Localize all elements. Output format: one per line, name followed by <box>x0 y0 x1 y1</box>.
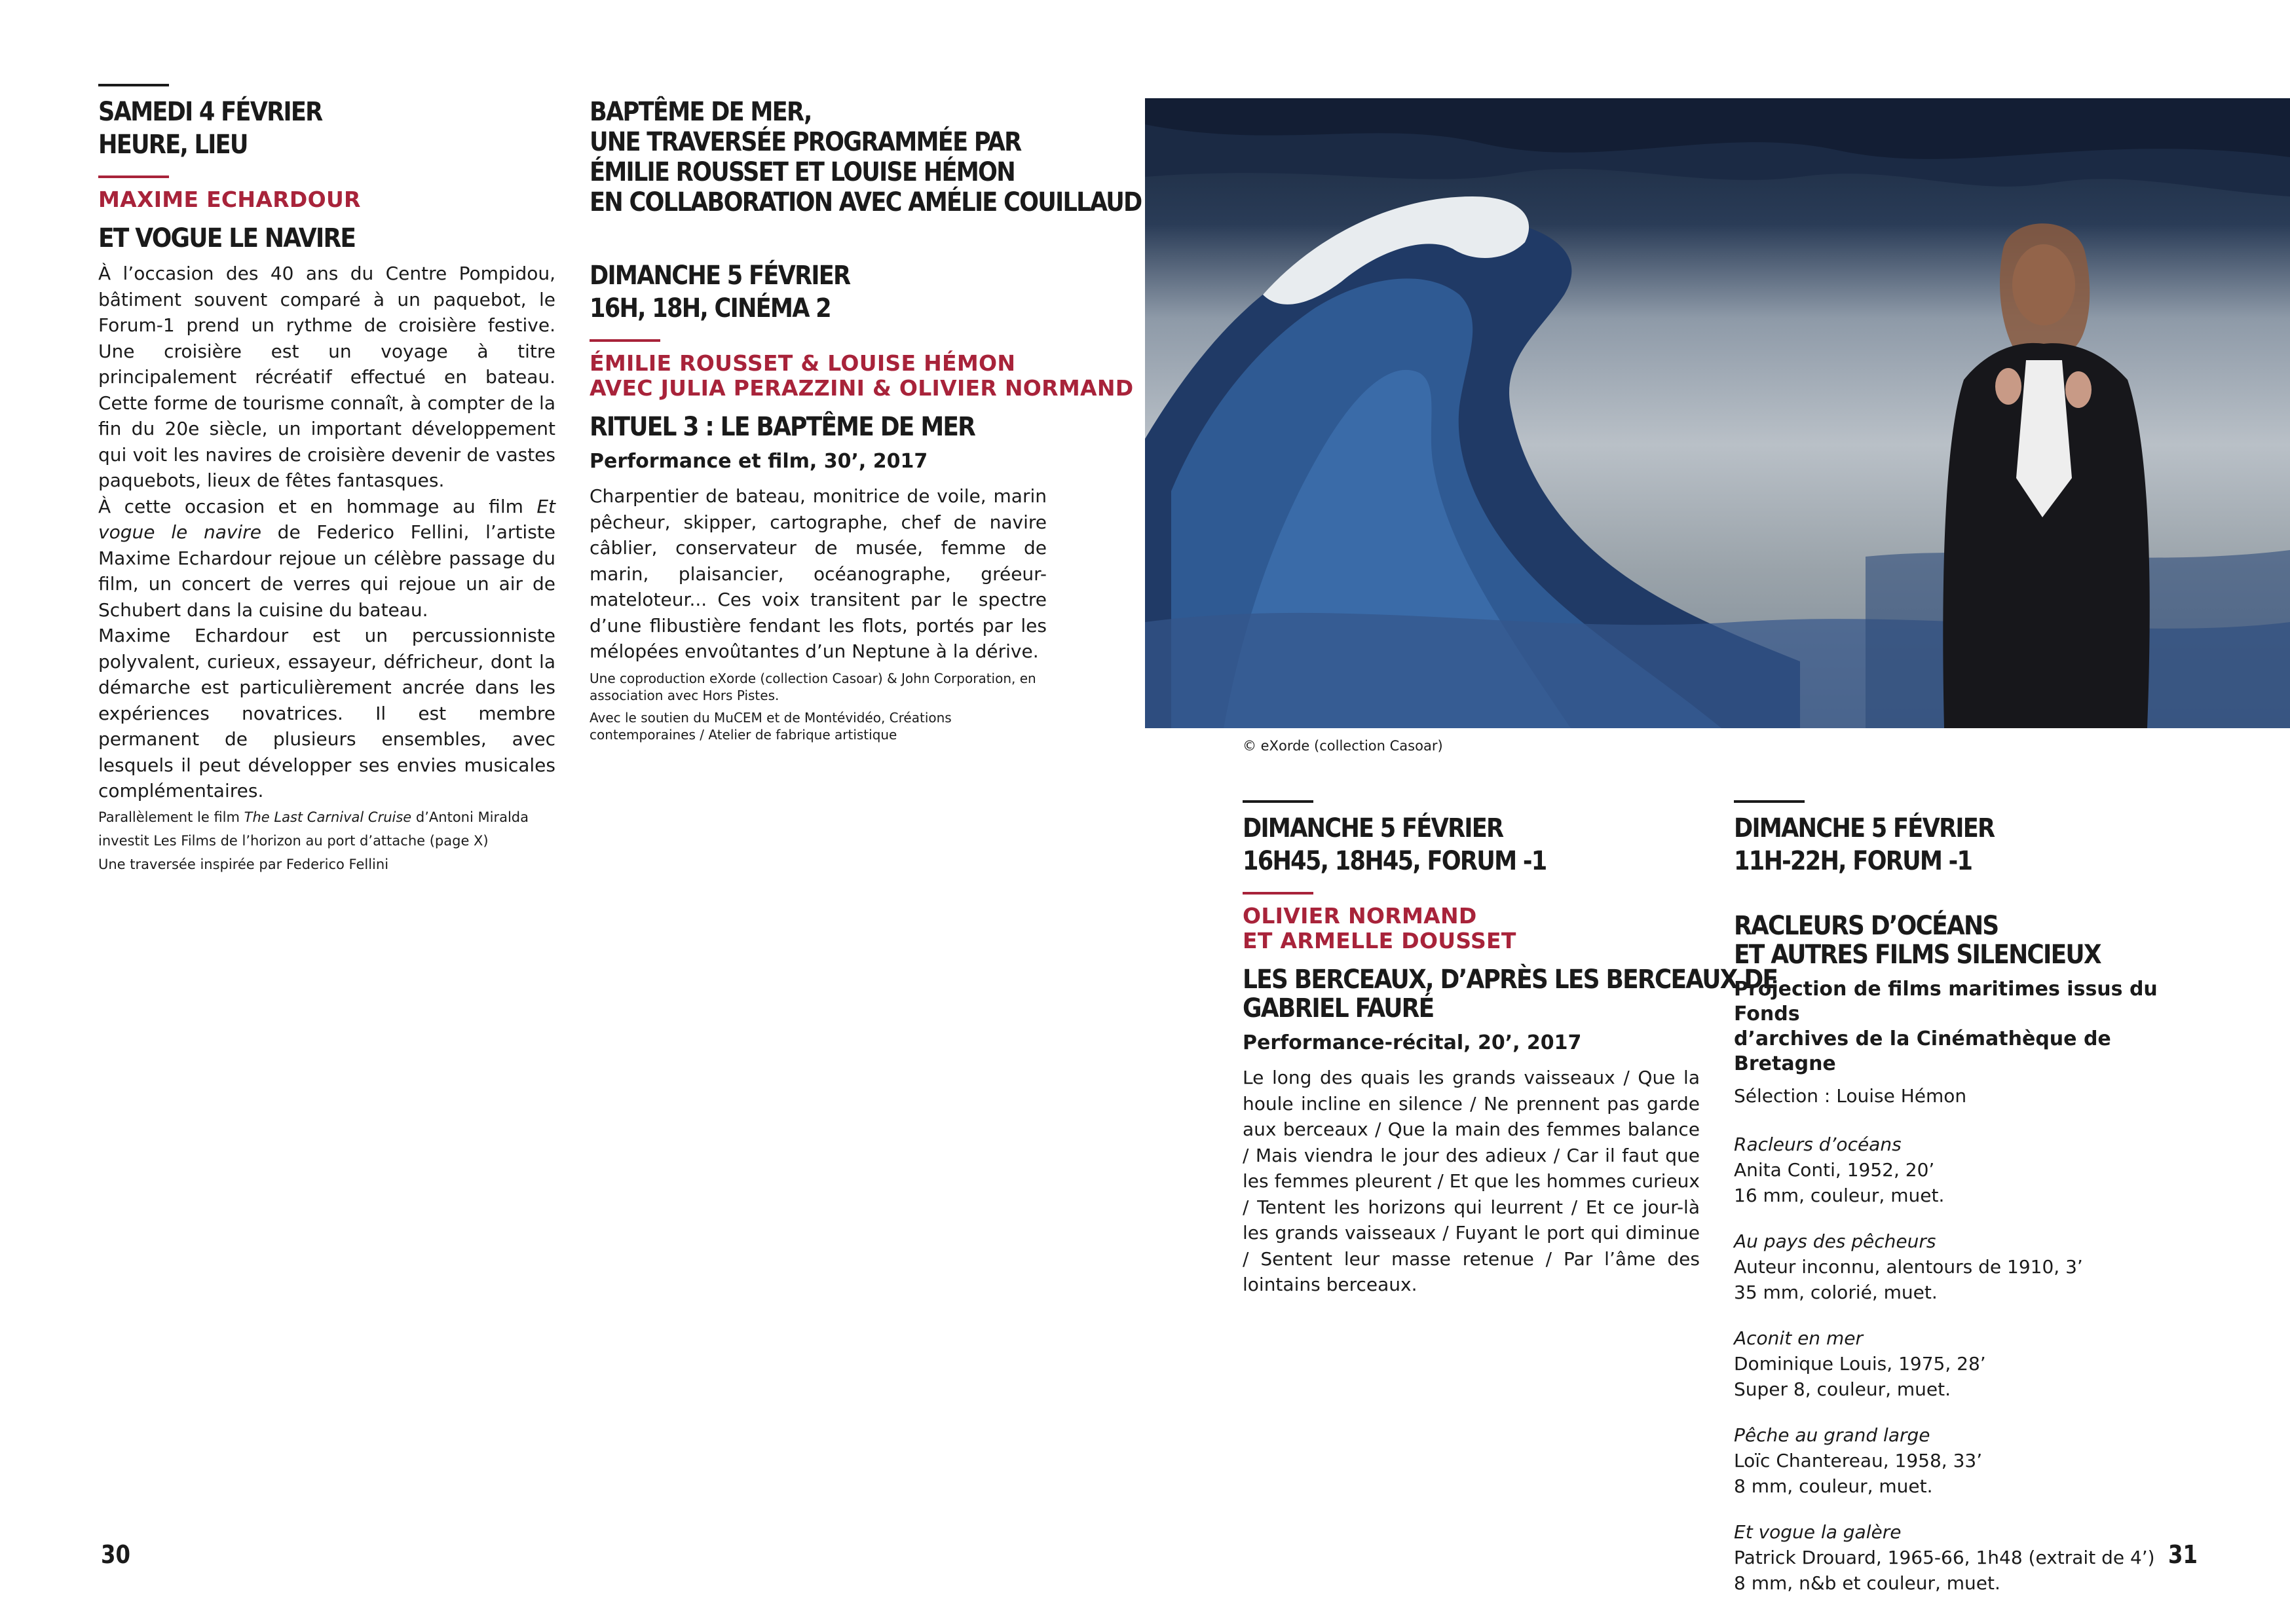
event-title: LES BERCEAUX, D’APRÈS LES BERCEAUX DE GABRIEL FAURÉ <box>1243 965 1778 1024</box>
event-description: Charpentier de bateau, monitrice de voile, marin pêcheur, skipper, cartographe, chef de navire câblier, conservateur de musée, femme de marin, plaisancier, océanographe, gréeur-mateloteur... Ces voix transitent par le spectre d’une flibustière fendant les flots, portés par les mélopées envoûtantes d’un Neptune à la dérive. <box>590 485 1047 662</box>
event-date: SAMEDI 4 FÉVRIER HEURE, LIEU <box>98 97 322 160</box>
list-item: Racleurs d’océans Anita Conti, 1952, 20’ 16 mm, couleur, muet. <box>1734 1134 1945 1206</box>
list-item: Au pays des pêcheurs Auteur inconnu, alentours de 1910, 3’ 35 mm, colorié, muet. <box>1734 1230 2083 1303</box>
selection-credit: Sélection : Louise Hémon <box>1734 1085 1967 1107</box>
photo-caption: © eXorde (collection Casoar) <box>1243 738 1443 754</box>
page-number-left: 30 <box>100 1540 130 1569</box>
list-item: Pêche au grand large Loïc Chantereau, 1958, 33’ 8 mm, couleur, muet. <box>1734 1424 1983 1497</box>
list-item: Et vogue la galère Patrick Drouard, 1965-66, 1h48 (extrait de 4’) 8 mm, n&b et couleur, muet. <box>1734 1521 2155 1594</box>
divider <box>1243 800 1313 803</box>
event-title: RITUEL 3 : LE BAPTÊME DE MER <box>590 412 975 442</box>
event-subtitle: Performance-récital, 20’, 2017 <box>1243 1031 1582 1054</box>
event-subtitle: Performance et film, 30’, 2017 <box>590 450 928 473</box>
artist-name: OLIVIER NORMAND ET ARMELLE DOUSSET <box>1243 903 1516 953</box>
column-three <box>1243 800 1778 1298</box>
divider <box>1734 800 1805 803</box>
performance-photo <box>1145 98 2290 728</box>
program-header: BAPTÊME DE MER, UNE TRAVERSÉE PROGRAMMÉE PAR ÉMILIE ROUSSET ET LOUISE HÉMON EN COLLABORATION AVEC AMÉLIE COUILLAUD <box>590 97 1142 217</box>
event-title: RACLEURS D’OCÉANS ET AUTRES FILMS SILENCIEUX <box>1734 911 2101 970</box>
event-credits: Une coproduction eXorde (collection Casoar) & John Corporation, en association avec Hors Pistes. Avec le soutien du MuCEM et de Montévidéo, Créations contemporaines / Atelier de fabrique artistique <box>590 670 1036 743</box>
artist-name: ÉMILIE ROUSSET & LOUISE HÉMON AVEC JULIA PERAZZINI & OLIVIER NORMAND <box>590 350 1134 401</box>
divider-red <box>1243 892 1313 895</box>
event-title: ET VOGUE LE NAVIRE <box>98 223 356 253</box>
list-item: Aconit en mer Dominique Louis, 1975, 28’ Super 8, couleur, muet. <box>1734 1327 1986 1400</box>
left-column <box>98 84 555 876</box>
divider <box>98 84 169 86</box>
divider-red <box>98 175 169 178</box>
event-date: DIMANCHE 5 FÉVRIER 11H-22H, FORUM -1 <box>1734 813 1995 876</box>
divider-red <box>590 339 660 342</box>
middle-column <box>590 97 1142 743</box>
event-description: À l’occasion des 40 ans du Centre Pompidou, bâtiment souvent comparé à un paquebot, le Forum-1 prend un rythme de croisière festive. Une croisière est un voyage à titre principalement récréatif effectué en bateau. Cette forme de tourisme connaît, à compter de la fin du 20e siècle, un important développement qui voit les navires de croisière devenir de vastes paquebots, lieux de fêtes fantasques. À cette occasion et en hommage au film Et vogue le navire de Federico Fellini, l’artiste Maxime Echardour rejoue un célèbre passage du film, un concert de verres qui rejoue un air de Schubert dans la cuisine du bateau. Maxime Echardour est un percussionniste polyvalent, curieux, essayeur, défricheur, dont la démarche est particulièrement ancrée dans les expériences novatrices. Il est membre permanent de plusieurs ensembles, avec lesquels il peut développer ses envies musicales complémentaires. <box>98 263 555 802</box>
artist-name: MAXIME ECHARDOUR <box>98 187 361 212</box>
event-subtitle: Projection de films maritimes issus du Fonds d’archives de la Cinémathèque de Bretagne <box>1734 978 2158 1075</box>
event-date: DIMANCHE 5 FÉVRIER 16H45, 18H45, FORUM -1 <box>1243 813 1547 876</box>
film-list <box>1734 1132 2192 1596</box>
wave-painting-illustration <box>1145 98 2290 728</box>
column-four <box>1734 800 2192 1616</box>
event-note: Parallèlement le film The Last Carnival Cruise d’Antoni Miralda investit Les Films de l’horizon au port d’attache (page X) Une traversée inspirée par Federico Fellini <box>98 809 529 872</box>
event-date: DIMANCHE 5 FÉVRIER 16H, 18H, CINÉMA 2 <box>590 261 850 323</box>
page-number-right: 31 <box>2168 1540 2198 1569</box>
event-description: Le long des quais les grands vaisseaux / Que la houle incline en silence / Ne prennent pas garde aux berceaux / Que la main des femmes balance / Mais viendra le jour des adieux / Car il faut que les femmes pleurent / Et que les hommes curieux / Tentent les horizons qui leurrent / Et ce jour-là les grands vaisseaux / Fuyant le port qui diminue / Sentent leur masse retenue / Par l’âme des lointains berceaux. <box>1243 1067 1700 1295</box>
